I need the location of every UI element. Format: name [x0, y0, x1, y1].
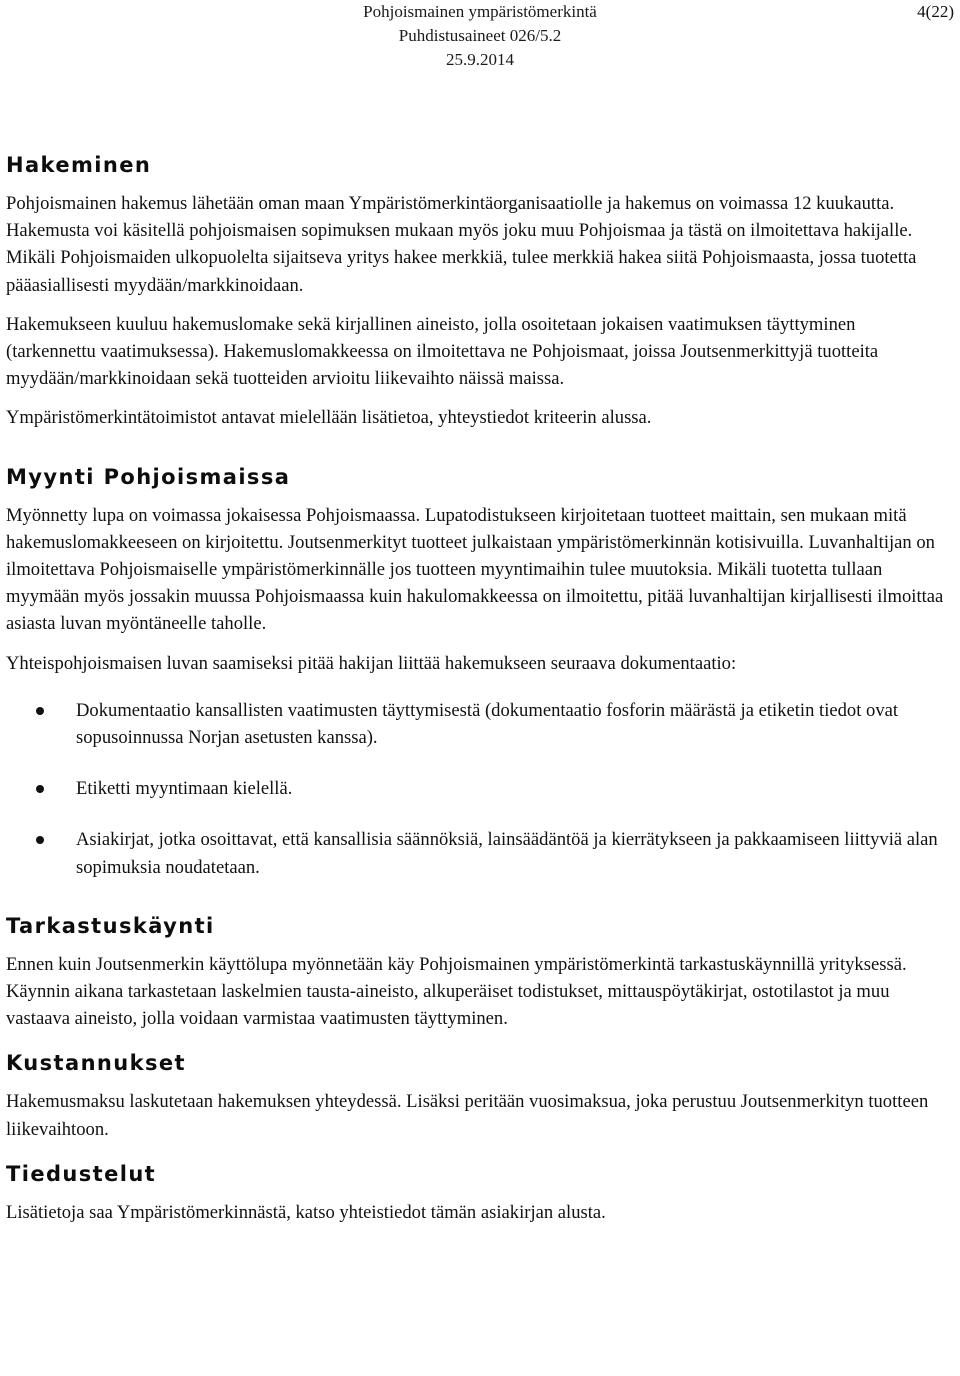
paragraph: Myönnetty lupa on voimassa jokaisessa Pohjoismaassa. Lupatodistukseen kirjoitetaan tuotteet maittain, sen mukaan mitä hakemuslomakkeeseen on kirjoitettu. Joutsenmerkityt tuotteet julkaistaan ympäristömerkinnän kotisivuilla. Luvanhaltijan on ilmoitettava Pohjoismaiselle ympäristömerkinnälle jos tuotteen myyntimaihin tulee muutoksia. Mikäli tuotetta tullaan myymään myös jossakin muussa Pohjoismaassa kuin hakulomakkeessa on ilmoitettu, pitää luvanhaltijan kirjallisesti ilmoittaa asiasta luvan myöntäneelle taholle. — [6, 504, 944, 635]
bullet-icon — [36, 785, 44, 793]
heading-myynti: Myynti Pohjoismaissa — [6, 464, 291, 489]
list-item — [6, 697, 946, 751]
heading-tarkastuskaynti: Tarkastuskäynti — [6, 913, 215, 938]
bullet-icon — [36, 707, 44, 715]
header-subtitle: Puhdistusaineet 026/5.2 — [398, 26, 562, 45]
paragraph: Hakemukseen kuuluu hakemuslomake sekä kirjallinen aineisto, jolla osoitetaan jokaisen vaatimuksen täyttyminen (tarkennettu vaatimuksessa). Hakemuslomakkeessa on ilmoitettava ne Pohjoismaat, joissa Joutsenmerkittyjä tuotteita myydään/markkinoidaan sekä tuotteiden arvioitu liikevaihto näissä maissa. — [6, 313, 879, 390]
paragraph: Ympäristömerkintätoimistot antavat mielellään lisätietoa, yhteystiedot kriteerin alussa. — [6, 407, 652, 429]
section-tarkastuskaynti — [6, 911, 946, 1033]
section-hakeminen — [6, 150, 946, 432]
section-kustannukset — [6, 1048, 946, 1142]
list-item-text: Dokumentaatio kansallisten vaatimusten täyttymisestä (dokumentaatio fosforin määrästä ja etiketin tiedot ovat sopusoinnussa Norjan asetusten kanssa). — [76, 699, 899, 749]
paragraph: Ennen kuin Joutsenmerkin käyttölupa myönnetään käy Pohjoismainen ympäristömerkintä tarkastuskäynnillä yrityksessä. Käynnin aikana tarkastetaan laskelmien tausta-aineisto, alkuperäiset todistukset, mittauspöytäkirjat, ostotilastot ja muu vastaava aineisto, jolla voidaan varmistaa vaatimusten täyttyminen. — [6, 953, 907, 1030]
section-tiedustelut — [6, 1159, 946, 1226]
header-title: Pohjoismainen ympäristömerkintä — [363, 2, 597, 21]
page-header — [0, 0, 960, 70]
list-item — [6, 826, 946, 880]
heading-tiedustelut: Tiedustelut — [6, 1161, 157, 1186]
header-center-block — [200, 0, 760, 72]
paragraph: Hakemusmaksu laskutetaan hakemuksen yhteydessä. Lisäksi peritään vuosimaksua, joka perustuu Joutsenmerkityn tuotteen liikevaihtoon. — [6, 1091, 929, 1140]
heading-hakeminen: Hakeminen — [6, 153, 152, 177]
list-item-text: Asiakirjat, jotka osoittavat, että kansallisia säännöksiä, lainsäädäntöä ja kierrätykseen ja pakkaamiseen liittyviä alan sopimuksia noudatetaan. — [76, 829, 938, 878]
page-number: 4(22) — [917, 2, 954, 21]
section-myynti — [6, 462, 946, 881]
heading-kustannukset: Kustannukset — [6, 1051, 186, 1076]
document-body — [6, 150, 946, 1242]
list-item-text: Etiketti myyntimaan kielellä. — [76, 778, 293, 800]
list-item — [6, 775, 946, 802]
header-date: 25.9.2014 — [446, 50, 514, 69]
documentation-list — [6, 697, 946, 881]
bullet-icon — [36, 836, 44, 844]
paragraph: Pohjoismainen hakemus lähetään oman maan Ympäristömerkintäorganisaatiolle ja hakemus on voimassa 12 kuukautta. Hakemusta voi käsitellä pohjoismaisen sopimuksen mukaan myös joku muu Pohjoismaa ja tästä on ilmoitettava hakijalle. Mikäli Pohjoismaiden ulkopuolelta sijaitseva yritys hakee merkkiä, tulee merkkiä hakea siitä Pohjoismaasta, jossa tuotetta pääasiallisesti myydään/markkinoidaan. — [6, 193, 917, 296]
paragraph: Yhteispohjoismaisen luvan saamiseksi pitää hakijan liittää hakemukseen seuraava dokumentaatio: — [6, 652, 737, 674]
paragraph: Lisätietoja saa Ympäristömerkinnästä, katso yhteistiedot tämän asiakirjan alusta. — [6, 1201, 606, 1223]
